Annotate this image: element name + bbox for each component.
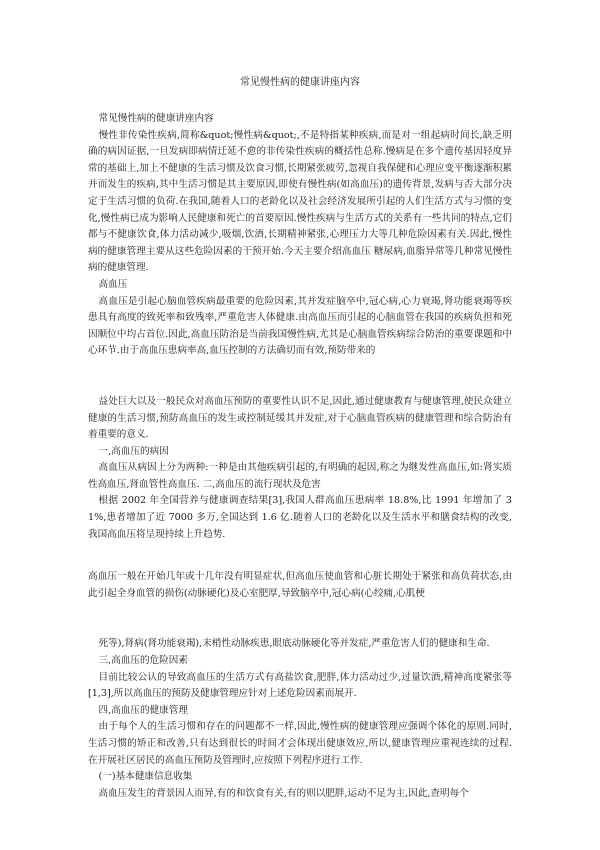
paragraph-hypertension-benefit: 益处巨大以及一般民众对高血压预防的重要性认识不足,因此,通过健康教育与健康管理,使民众建立健康的生活习惯,预防高血压的发生或控制延缓其并发症,对于心脑血管疾病的健康管理和综合防治有着重要的意义. <box>88 395 512 441</box>
paragraph-complications: 死等),肾病(肾功能衰竭),末梢性动脉疾患,眼底动脉硬化等并发症,严重危害人们的健康和生命. <box>98 638 490 650</box>
paragraph-hypertension-risk: 高血压是引起心脑血管疾病最重要的危险因素,其并发症脑卒中,冠心病,心力衰竭,肾功能衰竭等疾患具有高度的致死率和致残率,严重危害人体健康.由高血压而引起的心脑血管在我国的疾病负担和死因顺位中均占首位.因此,高血压防治是当前我国慢性病,尤其是心脑血管疾病综合防治的重要课题和中心环节.由于高血压患病率高,血压控制的方法确切而有效,预防带来的 <box>88 295 512 357</box>
paragraph-symptoms: 高血压一般在开始几年或十几年没有明显症状,但高血压使血管和心脏长期处于紧张和高负荷状态,由此引起全身血管的损伤(动脉硬化)及心室肥厚,导致脑卒中,冠心病(心绞痛,心肌梗 <box>88 571 512 599</box>
paragraph-gap <box>88 543 512 569</box>
section-heading-health-management: 四,高血压的健康管理 <box>98 704 188 716</box>
paragraph-causes: 高血压从病因上分为两种:一种是由其他疾病引起的,有明确的起因,称之为继发性高血压,如:肾实质性高血压,肾血管性高血压. 二,高血压的流行现状及危害 <box>88 462 512 490</box>
paragraph-info-collection: 高血压发生的背景因人而异,有的和饮食有关,有的则以肥胖,运动不足为主,因此,查明每个 <box>98 787 469 799</box>
section-heading-lecture: 常见慢性病的健康讲座内容 <box>98 113 214 124</box>
paragraph-prevalence: 根据 2002 年全国营养与健康调查结果[3],我国人群高血压患病率 18.8%,比 1991 年增加了 31%,患者增加了近 7000 多万,全国达到 1.6 亿.随着人口的老龄化以及生活水平和膳食结构的改变,我国高血压将呈现持续上升趋势. <box>88 495 512 540</box>
document-title: 常见慢性病的健康讲座内容 <box>240 77 360 88</box>
section-heading-hypertension: 高血压 <box>98 278 128 290</box>
section-heading-risk-factors: 三,高血压的危险因素 <box>98 655 188 667</box>
page-break-gap <box>88 360 512 394</box>
section-heading-info-collection: (一)基本健康信息收集 <box>98 771 193 783</box>
page-break-gap-2 <box>88 602 512 636</box>
paragraph-chronic-disease-intro: 慢性非传染性疾病,简称&quot;慢性病&quot;,不是特指某种疾病,而是对一组起病时间长,缺乏明确的病因证据,一旦发病即病情迁延不愈的非传染性疾病的概括性总称.慢病是在多个遗传基因轻度异常的基础上,加上不健康的生活习惯及饮食习惯,长期紧张疲劳,忽视自我保健和心理应变平衡逐渐积累并而发生的疾病,其中生活习惯是其主要原因,即使有慢性病(如高血压)的遗传背景,发病与否大部分决定于生活习惯的负荷.在我国,随着人口的老龄化以及社会经济发展所引起的人们生活方式与习惯的变化,慢性病已成为影响人民健康和死亡的首要原因.慢性疾病与生活方式的关系有一些共同的特点,它们都与不健康饮食,体力活动减少,吸烟,饮酒,长期精神紧张,心理压力大等几种危险因素有关.因此,慢性病的健康管理主要从这些危险因素的干预开始.今天主要介绍高血压 糖尿病,血脂异常等几种常见慢性病的健康管理. <box>88 129 512 274</box>
paragraph-risk-factors: 目前比较公认的导致高血压的生活方式有高盐饮食,肥胖,体力活动过少,过量饮酒,精神高度紧张等[1,3],所以高血压的预防及健康管理应针对上述危险因素而展开. <box>88 671 512 700</box>
paragraph-health-management: 由于每个人的生活习惯和存在的问题都不一样,因此,慢性病的健康管理应强调个体化的原则.同时,生活习惯的矫正和改善,只有达到很长的时间才会体现出健康效应,所以,健康管理应重视连续的过程.在开展社区居民的高血压预防及管理时,应按照下列程序进行工作. <box>88 721 512 766</box>
section-heading-causes: 一,高血压的病因 <box>98 445 169 457</box>
